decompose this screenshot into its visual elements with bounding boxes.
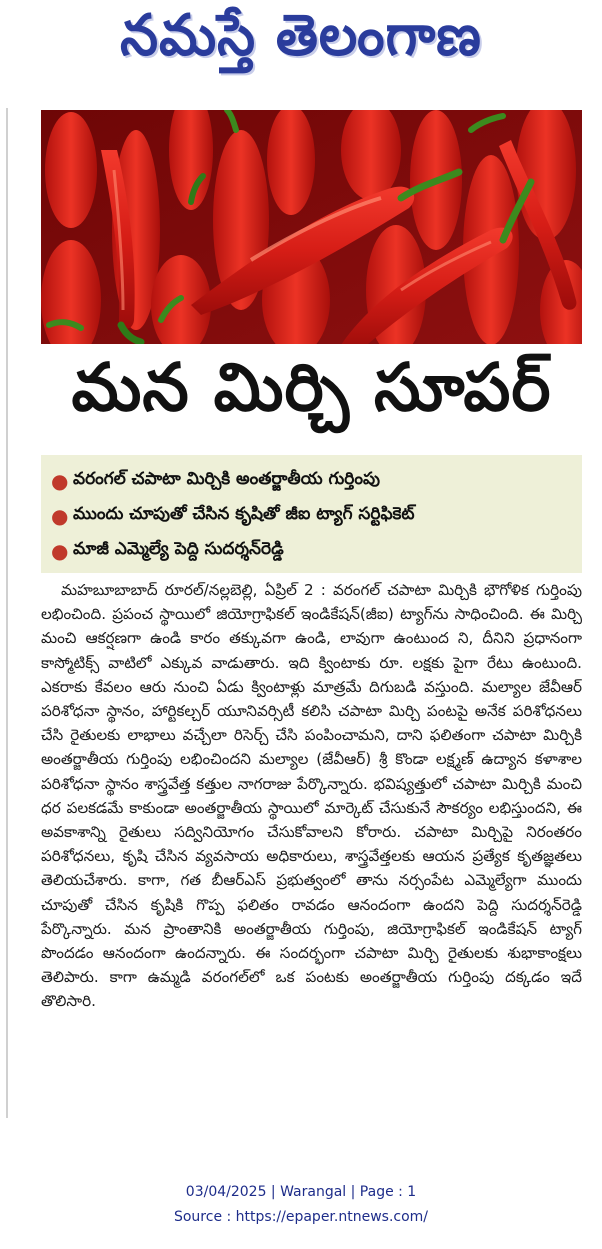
chilli-photo [41, 110, 582, 344]
source-link[interactable]: Source : https://epaper.ntnews.com/ [173, 1209, 429, 1225]
bullet-icon: ● [51, 503, 69, 528]
edition-info: 03/04/2025 | Warangal | Page : 1 [185, 1184, 417, 1200]
masthead [60, 1, 542, 80]
highlight-item [51, 533, 572, 568]
highlight-text: వరంగల్ చపాటా మిర్చికి అంతర్జాతీయ గుర్తింపు [73, 468, 380, 489]
column-rule [6, 108, 8, 1118]
bullet-icon: ● [51, 538, 69, 563]
headline [41, 350, 582, 440]
highlight-item [51, 498, 572, 533]
highlight-item [51, 463, 572, 498]
bullet-icon: ● [51, 468, 69, 493]
highlight-text: మాజీ ఎమ్మెల్యే పెద్ది సుదర్శన్‌రెడ్డి [73, 538, 284, 559]
footer [0, 1180, 602, 1230]
newspaper-title: నమస్తే తెలంగాణ [120, 1, 482, 68]
red-chillies-image [41, 110, 582, 344]
article-body: మహబూబాబాద్ రూరల్/నల్లబెల్లి, ఏప్రిల్ 2 : వరంగల్ చపాటా మిర్చికి భౌగోళిక గుర్తింపు లభించింది. ప్రపంచ స్థాయిలో జియోగ్రాఫికల్ ఇండికేషన్(జీఐ) ట్యాగ్‌ను సాధించింది. ఈ మిర్చి మంచి ఆకర్షణగా ఉండి కారం తక్కువగా ఉండి, లావుగా ఉంటుంద ని, దీనిని ప్రధానంగా కాస్మోటిక్స్ వాటిలో ఎక్కువ వాడుతారు. ఇది క్వింటాకు రూ. లక్షకు పైగా రేటు ఉంటుంది. ఎకరాకు కేవలం ఆరు నుంచి ఏడు క్వింటాళ్లు మాత్రమే దిగుబడి వస్తుంది. మల్యాల జేవీఆర్ పరిశోధనా స్థానం, హార్టికల్చర్ యూనివర్సిటీ కలిసి చపాటా మిర్చి పంటపై అనేక పరిశోధనలు చేసి రైతులకు లాభాలు వచ్చేలా రిసెర్చ్ చేసి పంపించామని, దాని ఫలితంగా చపాటా మిర్చికి అంతర్జాతీయ గుర్తింపు లభించిందని మల్యాల (జేవీఆర్) శ్రీ కొండా లక్ష్మణ్ ఉద్యాన కళాశాల పరిశోధనా స్థానం శాస్త్రవేత్త కత్తుల నాగరాజు పేర్కొన్నారు. భవిష్యత్తులో చపాటా మిర్చికి మంచి ధర పలకడమే కాకుండా అంతర్జాతీయ స్థాయిలో మార్కెట్ చేసుకునే సౌకర్యం లభిస్తుందని, ఈ అవకాశాన్ని రైతులు సద్వినియోగం చేసుకోవాలని కోరారు. చపాటా మిర్చిపై నిరంతరం పరిశోధనలు, కృషి చేసిన వ్యవసాయ అధికారులు, శాస్త్రవేత్తలకు ఆయన ప్రత్యేక కృతజ్ఞతలు తెలియచేశారు. కాగా, గత బీఆర్ఎస్ ప్రభుత్వంలో తాను నర్సంపేట ఎమ్మెల్యేగా ముందు చూపుతో చేసిన కృషికి గొప్ప ఫలితం రావడం ఆనందంగా ఉందని పెద్ది సుదర్శన్‌రెడ్డి పేర్కొన్నారు. మన ప్రాంతానికి అంతర్జాతీయ గుర్తింపు, జియోగ్రాఫికల్ ఇండికేషన్ ట్యాగ్ పొందడం ఆనందంగా ఉందన్నారు. ఈ సందర్భంగా చపాటా మిర్చి రైతులకు శుభాకాంక్షలు తెలిపారు. కాగా ఉమ్మడి వరంగల్‌లో ఒక పంటకు అంతర్జాతీయ గుర్తింపు దక్కడం ఇదే తొలిసారి. [41, 581, 582, 1011]
highlight-text: ముందు చూపుతో చేసిన కృషితో జీఐ ట్యాగ్ సర్టిఫికెట్ [73, 503, 415, 524]
headline-text: మన మిర్చి సూపర్ [71, 348, 552, 426]
highlights-box [41, 455, 582, 573]
